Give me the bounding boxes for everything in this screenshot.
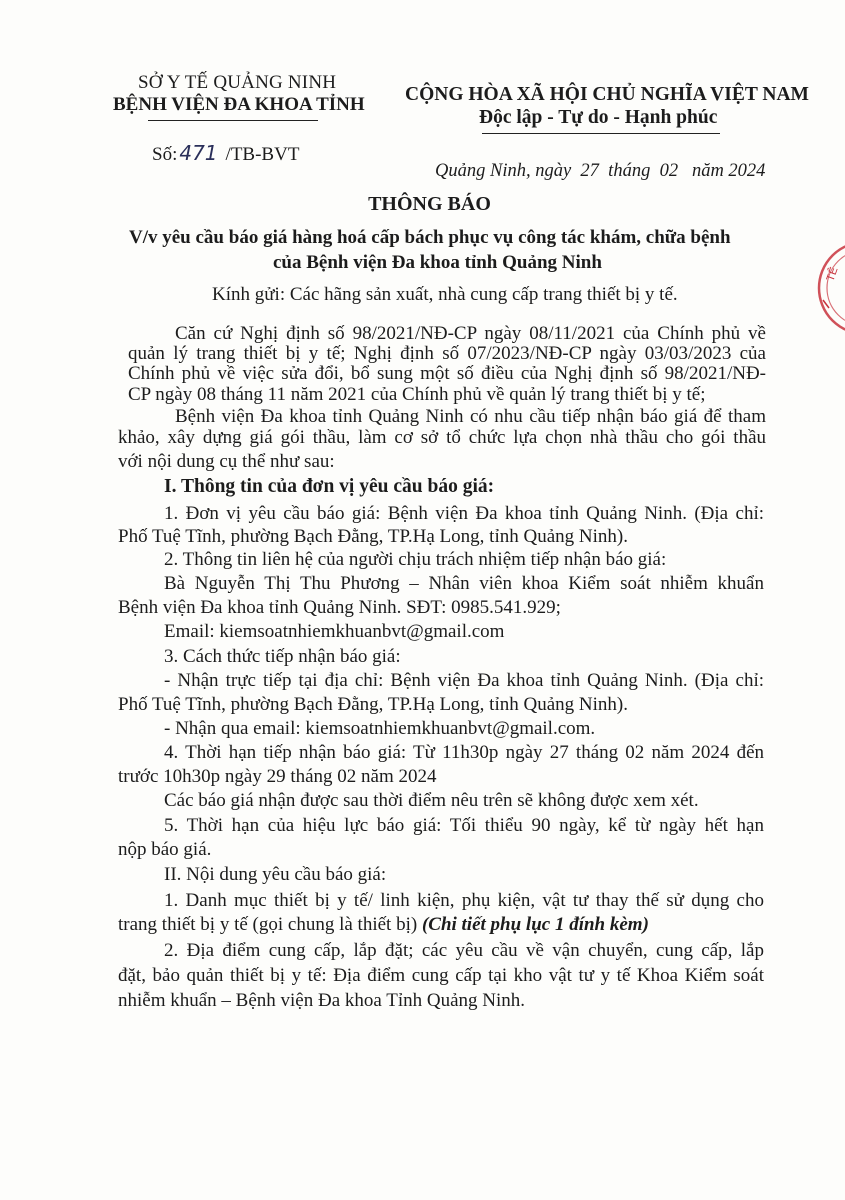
subject-line-1: V/v yêu cầu báo giá hàng hoá cấp bách phục vụ công tác khám, chữa bệnh — [129, 227, 731, 248]
section-2-heading: II. Nội dung yêu cầu báo giá: — [164, 864, 387, 885]
intro-line-3: với nội dung cụ thể như sau: — [118, 451, 335, 472]
s2-item1-text: trang thiết bị y tế (gọi chung là thiết bị) — [118, 914, 418, 935]
intro-line-2: khảo, xây dựng giá gói thầu, làm cơ sở tổ chức lựa chọn nhà thầu cho gói thầu — [118, 427, 766, 448]
doc-no-suffix: /TB-BVT — [225, 144, 300, 165]
document-number — [152, 141, 299, 166]
s1-item1-line1: 1. Đơn vị yêu cầu báo giá: Bệnh viện Đa khoa tỉnh Quảng Ninh. (Địa chỉ: — [164, 503, 764, 524]
basis-line-4: CP ngày 08 tháng 11 năm 2021 của Chính phủ về quản lý trang thiết bị y tế; — [128, 384, 706, 405]
doc-no-handwritten: 471 — [179, 141, 218, 165]
s1-item4-note: Các báo giá nhận được sau thời điểm nêu trên sẽ không được xem xét. — [164, 790, 699, 811]
svg-text:TÊ: TÊ — [824, 265, 841, 284]
s1-item3-email: - Nhận qua email: kiemsoatnhiemkhuanbvt@gmail.com. — [164, 718, 596, 739]
s1-item2-email: Email: kiemsoatnhiemkhuanbvt@gmail.com — [164, 621, 505, 642]
org-name: BỆNH VIỆN ĐA KHOA TỈNH — [113, 94, 365, 115]
s1-item3-line1: - Nhận trực tiếp tại địa chỉ: Bệnh viện Đa khoa tỉnh Quảng Ninh. (Địa chỉ: — [164, 670, 764, 691]
basis-line-2: quản lý trang thiết bị y tế; Nghị định số 07/2023/NĐ-CP ngày 03/03/2023 của — [128, 343, 766, 364]
appendix-reference: (Chi tiết phụ lục 1 đính kèm) — [421, 914, 649, 935]
s1-item1-line2: Phố Tuệ Tĩnh, phường Bạch Đằng, TP.Hạ Long, tỉnh Quảng Ninh). — [118, 526, 628, 547]
s1-item4-line2: trước 10h30p ngày 29 tháng 02 năm 2024 — [118, 766, 437, 787]
s2-item2-line1: 2. Địa điểm cung cấp, lắp đặt; các yêu cầu về vận chuyển, cung cấp, lắp — [164, 940, 764, 961]
basis-line-1: Căn cứ Nghị định số 98/2021/NĐ-CP ngày 08/11/2021 của Chính phủ về — [175, 323, 766, 344]
date-line: Quảng Ninh, ngày 27 tháng 02 năm 2024 — [435, 161, 766, 181]
s2-item1-line2 — [118, 914, 649, 936]
motto-underline — [482, 133, 720, 134]
s1-item2: 2. Thông tin liên hệ của người chịu trách nhiệm tiếp nhận báo giá: — [164, 549, 667, 570]
doc-no-prefix: Số: — [152, 144, 178, 165]
nation-motto: Độc lập - Tự do - Hạnh phúc — [479, 107, 718, 128]
document-title: THÔNG BÁO — [368, 193, 491, 215]
s1-item3-line2: Phố Tuệ Tĩnh, phường Bạch Đằng, TP.Hạ Long, tỉnh Quảng Ninh). — [118, 694, 628, 715]
s2-item2-line2: đặt, bảo quản thiết bị y tế: Địa điểm cung cấp tại kho vật tư y tế Khoa Kiểm soát — [118, 965, 764, 986]
org-parent-name: SỞ Y TẾ QUẢNG NINH — [138, 72, 337, 93]
basis-line-3: Chính phủ về việc sửa đổi, bổ sung một số điều của Nghị định số 98/2021/NĐ- — [128, 363, 766, 384]
s2-item2-line3: nhiễm khuẩn – Bệnh viện Đa khoa Tỉnh Quảng Ninh. — [118, 990, 526, 1011]
s1-item4-line1: 4. Thời hạn tiếp nhận báo giá: Từ 11h30p ngày 27 tháng 02 năm 2024 đến — [164, 742, 764, 763]
s1-item3: 3. Cách thức tiếp nhận báo giá: — [164, 646, 401, 667]
s2-item1-line1: 1. Danh mục thiết bị y tế/ linh kiện, phụ kiện, vật tư thay thế sử dụng cho — [164, 890, 764, 911]
intro-line-1: Bệnh viện Đa khoa tỉnh Quảng Ninh có nhu cầu tiếp nhận báo giá để tham — [175, 406, 766, 427]
section-1-heading: I. Thông tin của đơn vị yêu cầu báo giá: — [164, 476, 495, 497]
subject-line-2: của Bệnh viện Đa khoa tỉnh Quảng Ninh — [273, 252, 602, 273]
recipient-line: Kính gửi: Các hãng sản xuất, nhà cung cấp trang thiết bị y tế. — [212, 284, 678, 305]
s1-item2-line1: Bà Nguyễn Thị Thu Phương – Nhân viên khoa Kiểm soát nhiễm khuẩn — [164, 573, 764, 594]
org-underline — [148, 120, 318, 121]
s1-item2-line2: Bệnh viện Đa khoa tỉnh Quảng Ninh. SĐT: 0985.541.929; — [118, 597, 561, 618]
s1-item5-line1: 5. Thời hạn của hiệu lực báo giá: Tối thiểu 90 ngày, kể từ ngày hết hạn — [164, 815, 764, 836]
s1-item5-line2: nộp báo giá. — [118, 839, 212, 860]
nation-name: CỘNG HÒA XÃ HỘI CHỦ NGHĨA VIỆT NAM — [405, 84, 809, 105]
official-stamp-partial — [807, 238, 845, 338]
